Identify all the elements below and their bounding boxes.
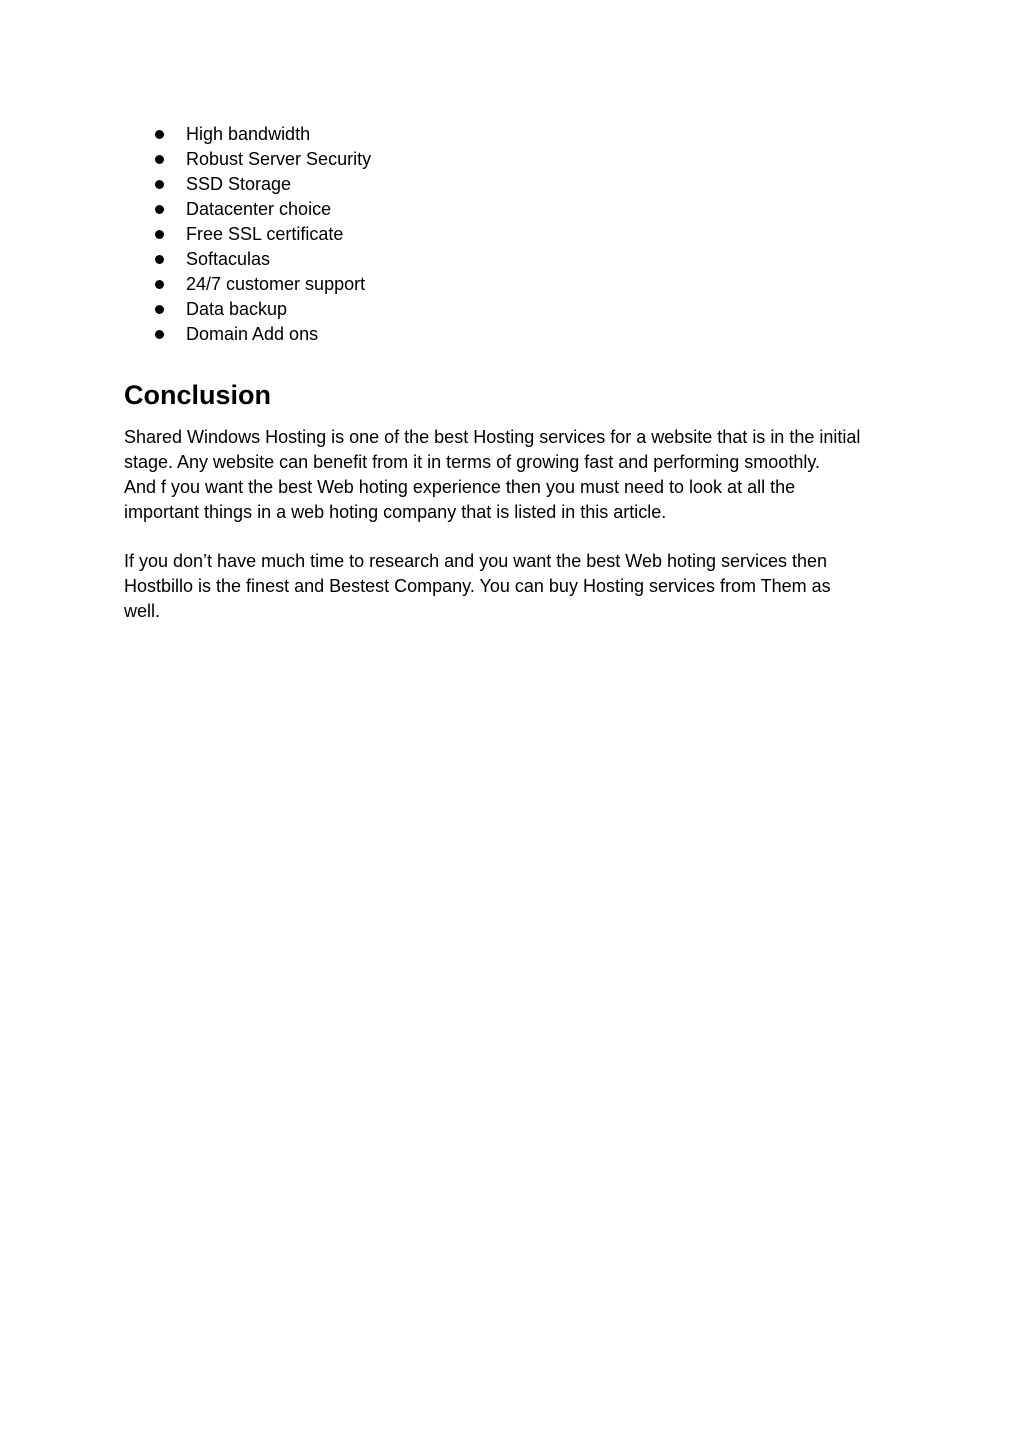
bullet-icon <box>155 280 164 289</box>
list-item-text: SSD Storage <box>186 174 292 194</box>
paragraph-line: Shared Windows Hosting is one of the best Hosting services for a website that is in the initial <box>124 427 861 447</box>
bullet-icon <box>155 180 164 189</box>
list-item-text: Robust Server Security <box>186 149 372 169</box>
feature-list <box>124 122 371 347</box>
paragraph-line: Hostbillo is the finest and Bestest Company. You can buy Hosting services from Them as <box>124 576 831 596</box>
paragraph-line: well. <box>124 601 161 621</box>
conclusion-heading: Conclusion <box>124 380 271 410</box>
list-item-text: 24/7 customer support <box>186 274 366 294</box>
list-item <box>124 322 371 347</box>
list-item <box>124 197 371 222</box>
bullet-icon <box>155 130 164 139</box>
list-item <box>124 297 371 322</box>
list-item <box>124 222 371 247</box>
list-item-text: Softaculas <box>186 249 271 269</box>
bullet-icon <box>155 255 164 264</box>
bullet-icon <box>155 230 164 239</box>
bullet-icon <box>155 330 164 339</box>
list-item-text: High bandwidth <box>186 124 311 144</box>
list-item <box>124 122 371 147</box>
conclusion-paragraph-1 <box>124 425 914 525</box>
paragraph-line: If you don’t have much time to research and you want the best Web hoting services then <box>124 551 828 571</box>
list-item <box>124 272 371 297</box>
list-item-text: Free SSL certificate <box>186 224 344 244</box>
conclusion-paragraph-2 <box>124 549 914 624</box>
list-item-text: Data backup <box>186 299 288 319</box>
bullet-icon <box>155 205 164 214</box>
list-item <box>124 172 371 197</box>
list-item <box>124 147 371 172</box>
paragraph-line: stage. Any website can benefit from it in terms of growing fast and performing smoothly. <box>124 452 820 472</box>
list-item-text: Datacenter choice <box>186 199 332 219</box>
paragraph-line: And f you want the best Web hoting experience then you must need to look at all the <box>124 477 796 497</box>
bullet-icon <box>155 305 164 314</box>
list-item <box>124 247 371 272</box>
paragraph-line: important things in a web hoting company that is listed in this article. <box>124 502 667 522</box>
list-item-text: Domain Add ons <box>186 324 319 344</box>
bullet-icon <box>155 155 164 164</box>
